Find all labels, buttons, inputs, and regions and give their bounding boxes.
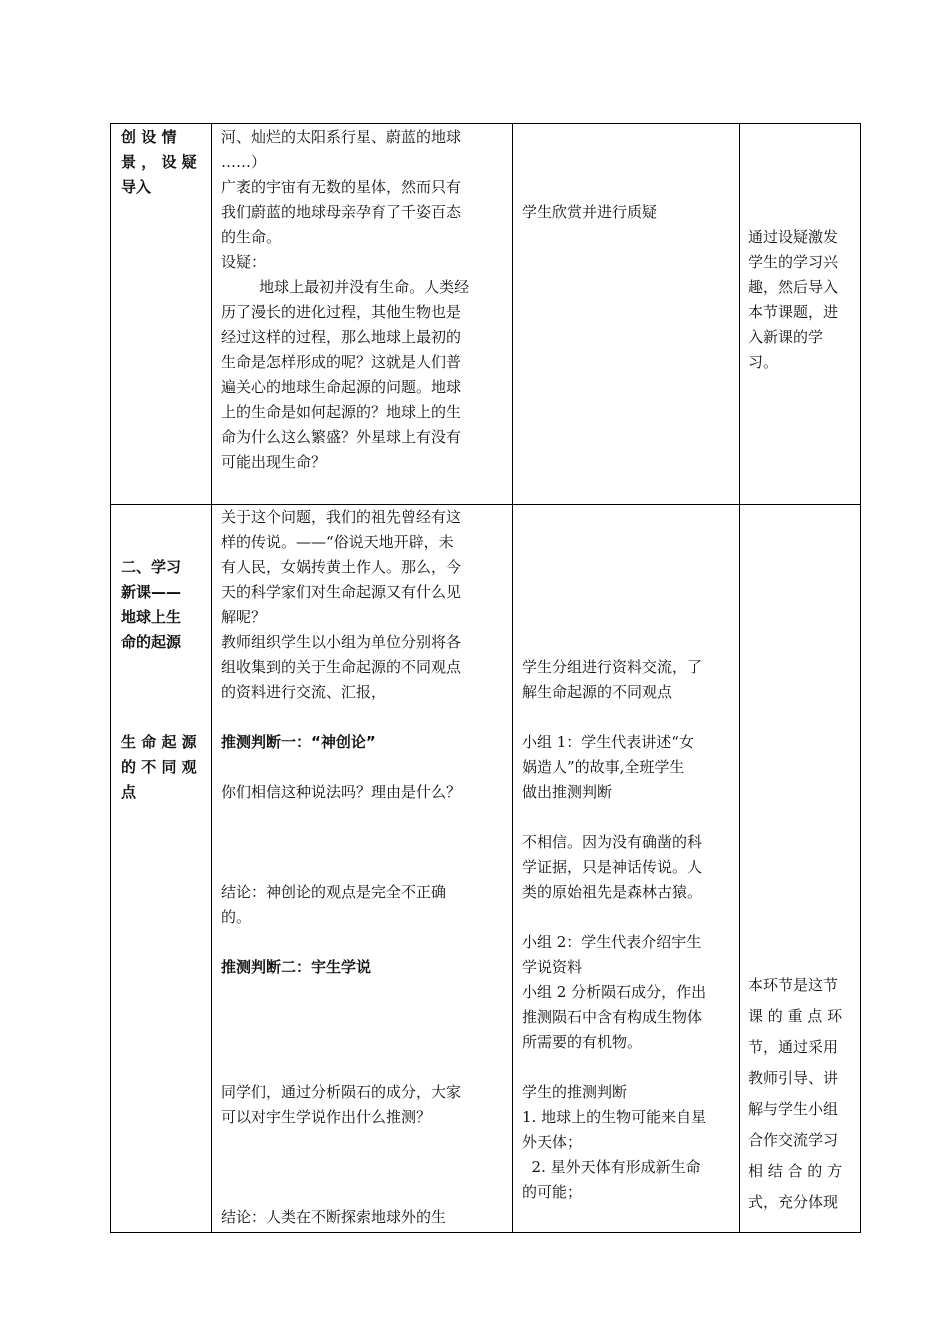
- hypothesis-heading-2: [221, 955, 506, 980]
- text-line: 命为什么这么繁盛？外星球上有没有: [221, 428, 462, 446]
- stage-line: 的 不 同 观: [121, 758, 197, 776]
- text-line: 的。: [221, 908, 252, 926]
- stage-line: 创 设 情: [121, 128, 177, 146]
- text-line: 2. 星外天体有形成新生命: [522, 1158, 701, 1176]
- text-line: 我们蔚蓝的地球母亲孕育了千姿百态: [221, 203, 462, 221]
- text-line: 小组 2 分析陨石成分，作出: [522, 983, 707, 1001]
- row1-design-intent: [748, 225, 854, 375]
- stage-line: 命的起源: [121, 633, 182, 651]
- stage-line: 点: [121, 783, 137, 801]
- text-line: 河、灿烂的太阳系行星、蔚蓝的地球: [221, 128, 462, 146]
- text-line: 式，充分体现: [748, 1193, 839, 1211]
- question-1: [221, 780, 506, 805]
- text-line: 广袤的宇宙有无数的星体，然而只有: [221, 178, 462, 196]
- conclusion-1: [221, 880, 506, 930]
- stage-line: 景 ， 设 疑: [121, 153, 197, 171]
- hypothesis-heading-1: [221, 730, 506, 755]
- text-line: 教师引导、讲: [748, 1069, 839, 1087]
- text-line: 经过这样的过程，那么地球上最初的: [221, 328, 462, 346]
- text-line: 小组 1：学生代表讲述“女: [522, 733, 694, 751]
- text-line: 设疑：: [221, 253, 267, 271]
- group1-report: [522, 730, 734, 805]
- row2-stage-label: [121, 555, 203, 655]
- text-line: 可以对宇生学说作出什么推测？: [221, 1108, 432, 1126]
- stage-line: 新课——: [121, 583, 182, 601]
- text-line: 你们相信这种说法吗？理由是什么？: [221, 783, 462, 801]
- row2-design-intent: [748, 970, 854, 1218]
- row2-teacher-intro: [221, 505, 506, 705]
- text-line: 相 结 合 的 方: [748, 1162, 843, 1180]
- text-line: 同学们，通过分析陨石的成分，大家: [221, 1083, 462, 1101]
- text-line: 历了漫长的进化过程，其他生物也是: [221, 303, 462, 321]
- text-line: 结论：神创论的观点是完全不正确: [221, 883, 447, 901]
- text-line: 通过设疑激发: [748, 228, 839, 246]
- text-line: 教师组织学生以小组为单位分别将各: [221, 633, 462, 651]
- row2-substage-label: [121, 730, 203, 805]
- text-line: 娲造人”的故事,全班学生: [522, 758, 685, 776]
- text-line: 学证据，只是神话传说。人: [522, 858, 703, 876]
- text-line: 学生分组进行资料交流，了: [522, 658, 703, 676]
- text-line: 关于这个问题，我们的祖先曾经有这: [221, 508, 462, 526]
- text-line: 解呢？: [221, 608, 267, 626]
- text-line: 地球上最初并没有生命。人类经: [221, 278, 470, 296]
- text-line: 本环节是这节: [748, 976, 839, 994]
- text-line: 结论：人类在不断探索地球外的生: [221, 1208, 447, 1226]
- text-line: 节，通过采用: [748, 1038, 839, 1056]
- text-line: 1. 地球上的生物可能来自星: [522, 1108, 707, 1126]
- text-line: 课 的 重 点 环: [748, 1007, 843, 1025]
- text-line: 入新课的学: [748, 328, 824, 346]
- text-line: 天的科学家们对生命起源又有什么见: [221, 583, 462, 601]
- text-line: 上的生命是如何起源的？地球上的生: [221, 403, 462, 421]
- text-line: 外天体；: [522, 1133, 583, 1151]
- group2-report: [522, 930, 734, 1055]
- text-line: 习。: [748, 353, 779, 371]
- text-line: 遍关心的地球生命起源的问题。地球: [221, 378, 462, 396]
- stage-line: 生 命 起 源: [121, 733, 197, 751]
- heading-text: 推测判断一：“神创论”: [221, 733, 376, 751]
- student-judgement: [522, 1080, 734, 1205]
- text-line: 小组 2：学生代表介绍宇生: [522, 933, 702, 951]
- row1-student-activity: [522, 200, 732, 225]
- text-line: 有人民，女娲抟黄土作人。那么，今: [221, 558, 462, 576]
- text-line: 学生欣赏并进行质疑: [522, 203, 658, 221]
- text-line: 的生命。: [221, 228, 282, 246]
- text-line: 解生命起源的不同观点: [522, 683, 673, 701]
- text-line: 生命是怎样形成的呢？这就是人们普: [221, 353, 462, 371]
- text-line: 趣，然后导入: [748, 278, 839, 296]
- text-line: ……）: [221, 153, 267, 171]
- heading-text: 推测判断二：宇生学说: [221, 958, 372, 976]
- student-exchange: [522, 655, 734, 705]
- text-line: 做出推测判断: [522, 783, 613, 801]
- group1-judgement: [522, 830, 734, 905]
- question-2: [221, 1080, 506, 1130]
- stage-line: 二、学习: [121, 558, 182, 576]
- text-line: 的可能；: [522, 1183, 583, 1201]
- text-line: 解与学生小组: [748, 1100, 839, 1118]
- text-line: 学说资料: [522, 958, 583, 976]
- conclusion-2: [221, 1205, 506, 1230]
- text-line: 类的原始祖先是森林古猿。: [522, 883, 703, 901]
- text-line: 样的传说。——“俗说天地开辟，未: [221, 533, 454, 551]
- text-line: 的资料进行交流、汇报，: [221, 683, 387, 701]
- row1-teacher-activity: [221, 125, 506, 475]
- text-line: 学生的推测判断: [522, 1083, 628, 1101]
- text-line: 合作交流学习: [748, 1131, 839, 1149]
- stage-line: 地球上生: [121, 608, 182, 626]
- text-line: 学生的学习兴: [748, 253, 839, 271]
- text-line: 可能出现生命？: [221, 453, 327, 471]
- text-line: 本节课题，进: [748, 303, 839, 321]
- col-divider-3: [739, 123, 740, 1233]
- text-line: 不相信。因为没有确凿的科: [522, 833, 703, 851]
- stage-line: 导入: [121, 178, 152, 196]
- text-line: 组收集到的关于生命起源的不同观点: [221, 658, 462, 676]
- row1-stage-label: [121, 125, 203, 200]
- text-line: 推测陨石中含有构成生物体: [522, 1008, 703, 1026]
- col-divider-1: [211, 123, 212, 1233]
- col-divider-2: [512, 123, 513, 1233]
- text-line: 所需要的有机物。: [522, 1033, 643, 1051]
